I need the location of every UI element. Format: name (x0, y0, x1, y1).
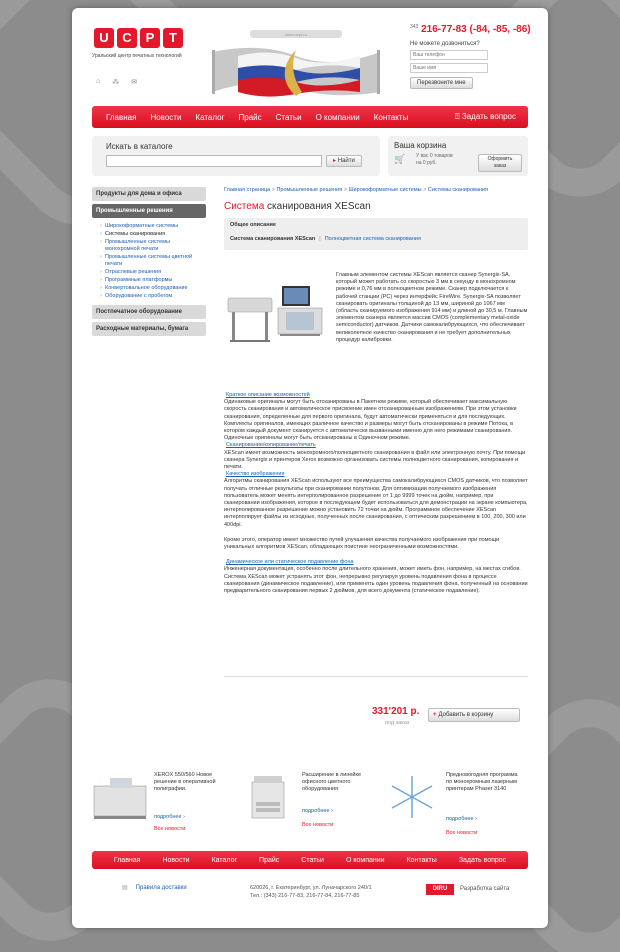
cart-count: У вас 0 товаров (416, 153, 453, 159)
copier-image (240, 772, 296, 822)
footer-link-about[interactable]: О компании (345, 856, 385, 864)
plus-icon: + (433, 712, 437, 718)
delivery-link[interactable]: ▤ Правила доставки (122, 885, 187, 891)
sitemap-icon[interactable]: ⁂ (112, 79, 120, 86)
breadcrumb-item[interactable]: Главная страница (224, 187, 271, 193)
sidebar-section-postpress[interactable]: Постпечатное оборудование (92, 305, 206, 319)
sidebar-item-scanning[interactable]: › Системы сканирования (100, 231, 206, 238)
nav-item-articles[interactable]: Статьи (275, 112, 302, 122)
sidebar-item-wide-format[interactable]: › Широкоформатные системы (100, 223, 206, 230)
snowflake-image (384, 772, 440, 822)
section-title: Качество изображения (226, 471, 285, 478)
divider (224, 676, 528, 677)
breadcrumb-item[interactable]: Промышленные решения (276, 187, 343, 193)
phone-number[interactable]: $^{343}$ 216-77-83 (-84, -85, -86) (410, 24, 531, 35)
tab-xescan[interactable]: Система сканирования XEScan (230, 236, 316, 242)
sidebar-item-industry[interactable]: › Отраслевые решения (100, 269, 206, 276)
footer-link-articles[interactable]: Статьи (301, 856, 324, 864)
search-title: Искать в каталоге (106, 142, 173, 151)
section-text: XEScan имеет возможность монохромного/полноцветного сканирования в файл или электронную почту. При помощи сканера Synergix и принтеров Xerox возможно организовать системы полноцветного сканирования, копирования и печати. (224, 449, 526, 471)
search-input[interactable] (106, 155, 322, 167)
sidebar-list (92, 221, 206, 305)
nav-item-price[interactable]: Прайс (238, 112, 262, 122)
nav-item-catalog[interactable]: Каталог (195, 112, 225, 122)
sidebar-item-color-print[interactable]: › Промышленные системы цветной печати (100, 254, 206, 268)
contact-block (410, 24, 536, 89)
sidebar-item-used[interactable]: › Оборудование с пробегом (100, 293, 206, 300)
cart-title: Ваша корзина (394, 141, 447, 150)
banner-caption: www.ucpt.ru (285, 32, 307, 37)
product-price: 331'201 р. (372, 706, 420, 717)
footer-address: 620026, г. Екатеринбург, ул. Луначарского 240/1 Тел.: (343) 216-77-83, 216-77-84, 216-77-85 (250, 885, 372, 899)
callback-question: Не можете дозвониться? (410, 41, 480, 47)
promo-more-link[interactable]: подробнее › (154, 814, 185, 820)
logo-letter: P (140, 28, 160, 48)
scanner-photo (224, 280, 326, 350)
sidebar-section-home-office[interactable]: Продукты для дома и офиса (92, 187, 206, 201)
logo-letter: U (94, 28, 114, 48)
developer-link[interactable]: Разработка сайта (460, 886, 510, 892)
search-button[interactable]: ▸ Найти (326, 155, 362, 167)
mail-icon[interactable]: ✉ (131, 79, 138, 86)
intro-text: Главным элементом системы XEScan является сканер Synergix-SA, который может работать со скоростью 3 мм в секунду в монохромном режиме и 0,76 мм в полноцветном режиме. Сканер подключается к рабочей станции (PC) через интерфейс FireWire. Synergix-SA позволяет сканировать оригиналы толщиной до 13 мм, шириной до 1067 мм (область сканируемого изображения 914 мм) и длиной до 30,5 м. Главным элементом сканера является массив CMOS (complementary metal-oxide semiconductor) датчиков. Датчики самокалибрующихся, что обеспечивает великолепное качество сканирования и не требует дополнительных процедур калибровки. (336, 272, 528, 343)
tab-color-scan[interactable]: Полноцветная система сканирования (324, 236, 421, 242)
order-note: под заказ (385, 720, 410, 726)
main-nav (92, 106, 528, 128)
promo-more-link[interactable]: подробнее › (302, 808, 333, 814)
name-field[interactable] (410, 63, 488, 73)
section-title: Сканирование/копирование/печать (226, 442, 316, 449)
page-title: Система сканирования XEScan (224, 201, 371, 212)
section-text: Кроме этого, оператор имеет множество путей улучшения качества получаемого изображения при помощи уникальных алгоритмов XEScan, обладающих поистине неограниченными возможностями. (224, 536, 500, 551)
sidebar-item-envelope[interactable]: › Конвертовальное оборудование (100, 285, 206, 292)
top-icons (96, 78, 137, 86)
sidebar-item-mono-print[interactable]: › Промышленные системы монохромной печати (100, 239, 206, 253)
question-icon: ⍰ (454, 112, 460, 121)
footer-link-catalog[interactable]: Каталог (211, 856, 238, 864)
breadcrumb-item[interactable]: Системы сканирования (427, 187, 488, 193)
all-news-link[interactable]: Все новости (302, 822, 334, 828)
page (72, 8, 548, 928)
cart-icon: 🛒 (394, 154, 406, 164)
logo-subtitle: Уральский центр печатных технологий (92, 53, 182, 59)
logo-letter: C (117, 28, 137, 48)
footer-link-contacts[interactable]: Контакты (406, 856, 437, 864)
phone-field[interactable] (410, 50, 488, 60)
promo-item (240, 772, 380, 842)
section-title: Краткое описание возможностей (226, 392, 310, 398)
footer-link-news[interactable]: Новости (162, 856, 190, 864)
flag-banner (210, 30, 382, 100)
promo-item (92, 772, 232, 842)
breadcrumb-item[interactable]: Широкоформатные системы (348, 187, 422, 193)
printer-image (92, 772, 148, 822)
catalog-search (92, 136, 380, 176)
section-text: Инженерная документация, особенно после длительного хранения, может иметь фон, например, на местах сгибов. Система XEScan может устранять этот фон, непрерывно регулируя уровень подавления фона в процессе сканирования (динамическое подавление), или применять один уровень подавления фона, полученный на основании предварительного сканирования первых 2 дюймов, для всего документа (статическое подавление). (224, 566, 528, 595)
developer-logo[interactable]: DIRU (426, 884, 454, 895)
main-content (224, 187, 528, 250)
sidebar-item-software[interactable]: › Программные платформы (100, 277, 206, 284)
cart-box (388, 136, 528, 176)
breadcrumb: Главная страница > Промышленные решения > Широкоформатные системы > Системы сканирования (224, 187, 488, 193)
all-news-link[interactable]: Все новости (446, 830, 478, 836)
section-title: Динамическое или статическое подавление фона (226, 559, 354, 566)
nav-item-home[interactable]: Главная (106, 112, 137, 122)
sidebar (92, 187, 206, 339)
section-text: Одинаковые оригиналы могут быть отсканированы в Пакетном режиме, который обеспечивает максимальную скорость сканирования и автоматическое присвоение имен отсканированным изображениям. При этом установки сканирования, определенные для первого оригинала, будут автоматически применяться и для последующих. Комплекты оригиналов, имеющих различное качество и размеры могут быть отсканированы в режиме Потока, в котором каждый документ сканируется с автоматически вызванными именно для него режимами сканирования. Одиночные оригиналы могут быть отсканированы в Одиночном режиме. (224, 399, 517, 442)
cart-sum: на 0 руб. (416, 160, 437, 166)
nav-item-ask[interactable]: ⍰ Задать вопрос (454, 112, 516, 121)
footer-link-price[interactable]: Прайс (259, 856, 280, 864)
promo-text: Предновогодняя программа по монохромным лазерным принтерам Phaser 3140 (446, 772, 518, 792)
product-tabs: Общее описание Система сканирования XEScan | Полноцветная система сканирования (224, 218, 528, 250)
nav-item-news[interactable]: Новости (150, 112, 182, 122)
all-news-link[interactable]: Все новости (154, 826, 186, 832)
description (224, 392, 528, 595)
nav-item-about[interactable]: О компании (315, 112, 360, 122)
footer-nav (92, 851, 528, 869)
section-text: Алгоритмы сканирования XEScan используют все преимущества самокалибрующихся CMOS датчиков, что позволяет получать отличные результаты при сканировании полутонов. Для оптимизации получаемого изображения пользователь может менять интерполированное разрешение от 1 до 9999 точек на дюйм, например, при сканировании изображения, которое в последующем будет использоваться для демонстрации на экране компьютера, интерполированное разрешение можно установить 72 точки на дюйм. Программное обеспечение XEScan интерполирует файлы из исходных, полученных после сканирования, с оптическим разрешением в 100, 200, 300 или 400dpi. (224, 478, 528, 528)
tab-general[interactable]: Общее описание (230, 222, 276, 228)
delivery-icon: ▤ (122, 885, 128, 891)
footer-link-ask[interactable]: Задать вопрос (458, 856, 507, 864)
home-icon[interactable]: ⌂ (96, 78, 101, 85)
search-icon: ▸ (333, 158, 337, 164)
callback-button[interactable]: Перезвоните мне (410, 77, 473, 89)
logo-letter: T (163, 28, 183, 48)
promo-more-link[interactable]: подробнее › (446, 816, 477, 822)
checkout-button[interactable]: Оформить заказ (478, 154, 522, 172)
nav-item-contacts[interactable]: Контакты (373, 112, 409, 122)
promo-item (384, 772, 524, 842)
promo-text: XEROX 550/560 Новое решение в оперативной полиграфии. (154, 772, 216, 792)
sidebar-section-industrial[interactable]: Промышленные решения (92, 204, 206, 218)
sidebar-section-supplies[interactable]: Расходные материалы, бумага (92, 322, 206, 336)
footer-link-home[interactable]: Главная (113, 856, 141, 864)
logo[interactable] (94, 28, 183, 48)
add-to-cart-button[interactable]: + Добавить в корзину (428, 708, 520, 722)
promo-text: Расширение в линейке офисного цветного оборудования (302, 772, 362, 792)
